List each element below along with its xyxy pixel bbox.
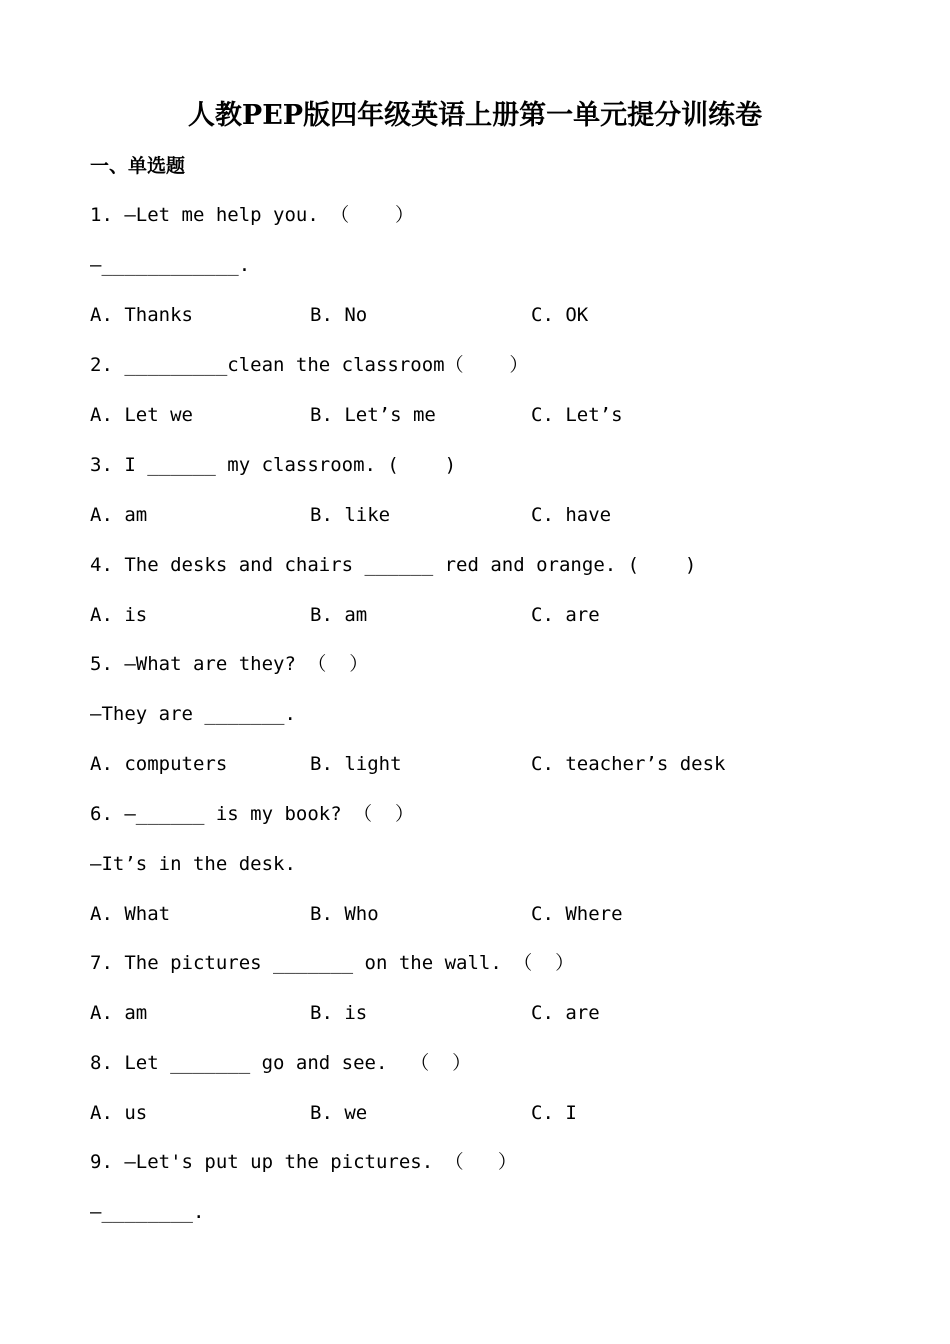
question-7-option-c[interactable]: C. are xyxy=(531,1002,600,1024)
question-2-options xyxy=(90,400,870,430)
question-6-stem: 6. —______ is my book? （ ） xyxy=(90,803,414,825)
question-1-reply: —____________. xyxy=(90,254,251,276)
question-4-option-a[interactable]: A. is xyxy=(90,604,148,626)
question-9-reply: —________. xyxy=(90,1201,205,1223)
question-3-option-a[interactable]: A. am xyxy=(90,504,148,526)
question-5-stem: 5. —What are they? （ ） xyxy=(90,653,369,675)
question-6-reply: —It’s in the desk. xyxy=(90,853,296,875)
question-8-options xyxy=(90,1098,870,1128)
question-9-stem: 9. —Let's put up the pictures. （ ） xyxy=(90,1151,517,1173)
question-6-options xyxy=(90,899,870,929)
question-1-options xyxy=(90,300,870,330)
question-1-option-a[interactable]: A. Thanks xyxy=(90,304,193,326)
question-6-option-a[interactable]: A. What xyxy=(90,903,171,925)
question-2-option-c[interactable]: C. Let’s xyxy=(531,404,623,426)
question-4-option-c[interactable]: C. are xyxy=(531,604,600,626)
question-2-option-a[interactable]: A. Let we xyxy=(90,404,193,426)
question-6-option-c[interactable]: C. Where xyxy=(531,903,623,925)
question-7-stem: 7. The pictures _______ on the wall. （ ） xyxy=(90,952,575,974)
question-1-stem: 1. —Let me help you. （ ） xyxy=(90,204,414,226)
question-1-option-c[interactable]: C. OK xyxy=(531,304,589,326)
question-7-option-b[interactable]: B. is xyxy=(310,1002,368,1024)
question-5-reply: —They are _______. xyxy=(90,703,296,725)
question-1-option-b[interactable]: B. No xyxy=(310,304,368,326)
question-7-options xyxy=(90,998,870,1028)
question-3-stem: 3. I ______ my classroom. ( ) xyxy=(90,454,457,476)
question-3-option-c[interactable]: C. have xyxy=(531,504,612,526)
question-8-option-a[interactable]: A. us xyxy=(90,1102,148,1124)
question-4-stem: 4. The desks and chairs ______ red and orange. ( ) xyxy=(90,554,697,576)
question-5-option-a[interactable]: A. computers xyxy=(90,753,228,775)
question-4-option-b[interactable]: B. am xyxy=(310,604,368,626)
question-5-option-c[interactable]: C. teacher’s desk xyxy=(531,753,726,775)
section-heading: 一、单选题 xyxy=(90,155,186,177)
question-5-options xyxy=(90,749,870,779)
page-title: 人教PEP版四年级英语上册第一单元提分训练卷 xyxy=(187,100,763,131)
question-6-option-b[interactable]: B. Who xyxy=(310,903,379,925)
question-2-option-b[interactable]: B. Let’s me xyxy=(310,404,436,426)
question-8-stem: 8. Let _______ go and see. （ ） xyxy=(90,1052,472,1074)
question-3-option-b[interactable]: B. like xyxy=(310,504,391,526)
question-2-stem: 2. _________clean the classroom（ ） xyxy=(90,354,529,376)
question-3-options xyxy=(90,500,870,530)
question-7-option-a[interactable]: A. am xyxy=(90,1002,148,1024)
question-4-options xyxy=(90,600,870,630)
question-8-option-b[interactable]: B. we xyxy=(310,1102,368,1124)
question-5-option-b[interactable]: B. light xyxy=(310,753,402,775)
question-8-option-c[interactable]: C. I xyxy=(531,1102,577,1124)
